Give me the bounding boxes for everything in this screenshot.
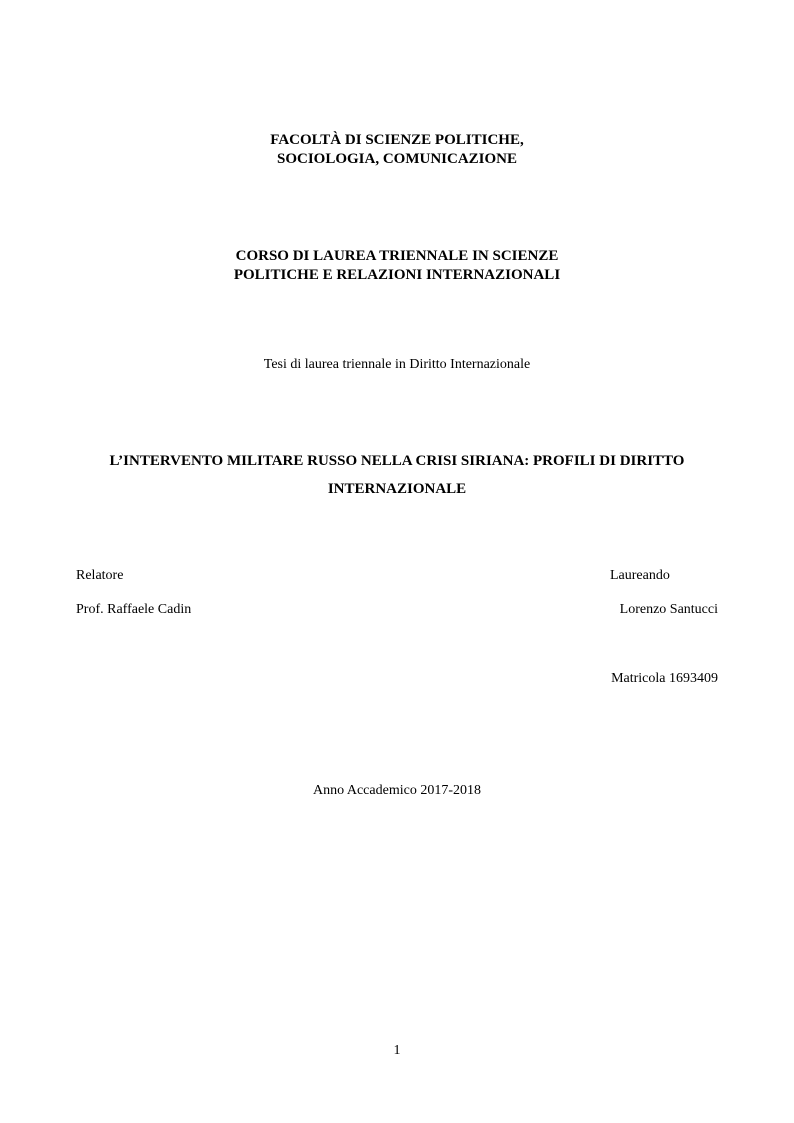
thesis-type: Tesi di laurea triennale in Diritto Internazionale: [263, 357, 531, 372]
candidate-label: Laureando: [610, 568, 670, 583]
course-line-2: POLITICHE E RELAZIONI INTERNAZIONALI: [233, 267, 561, 283]
page-number: 1: [393, 1043, 401, 1058]
course-line-1: CORSO DI LAUREA TRIENNALE IN SCIENZE: [235, 248, 559, 264]
faculty-line-2: SOCIOLOGIA, COMUNICAZIONE: [276, 151, 518, 167]
faculty-line-1: FACOLTÀ DI SCIENZE POLITICHE,: [270, 132, 524, 148]
supervisor-name: Prof. Raffaele Cadin: [76, 602, 192, 617]
thesis-title-line-1: L’INTERVENTO MILITARE RUSSO NELLA CRISI SIRIANA: PROFILI DI DIRITTO: [109, 453, 685, 469]
thesis-title-line-2: INTERNAZIONALE: [327, 481, 467, 497]
candidate-name: Lorenzo Santucci: [619, 602, 718, 617]
candidate-matricola: Matricola 1693409: [611, 671, 718, 686]
supervisor-label: Relatore: [76, 568, 124, 583]
academic-year: Anno Accademico 2017-2018: [313, 783, 481, 798]
